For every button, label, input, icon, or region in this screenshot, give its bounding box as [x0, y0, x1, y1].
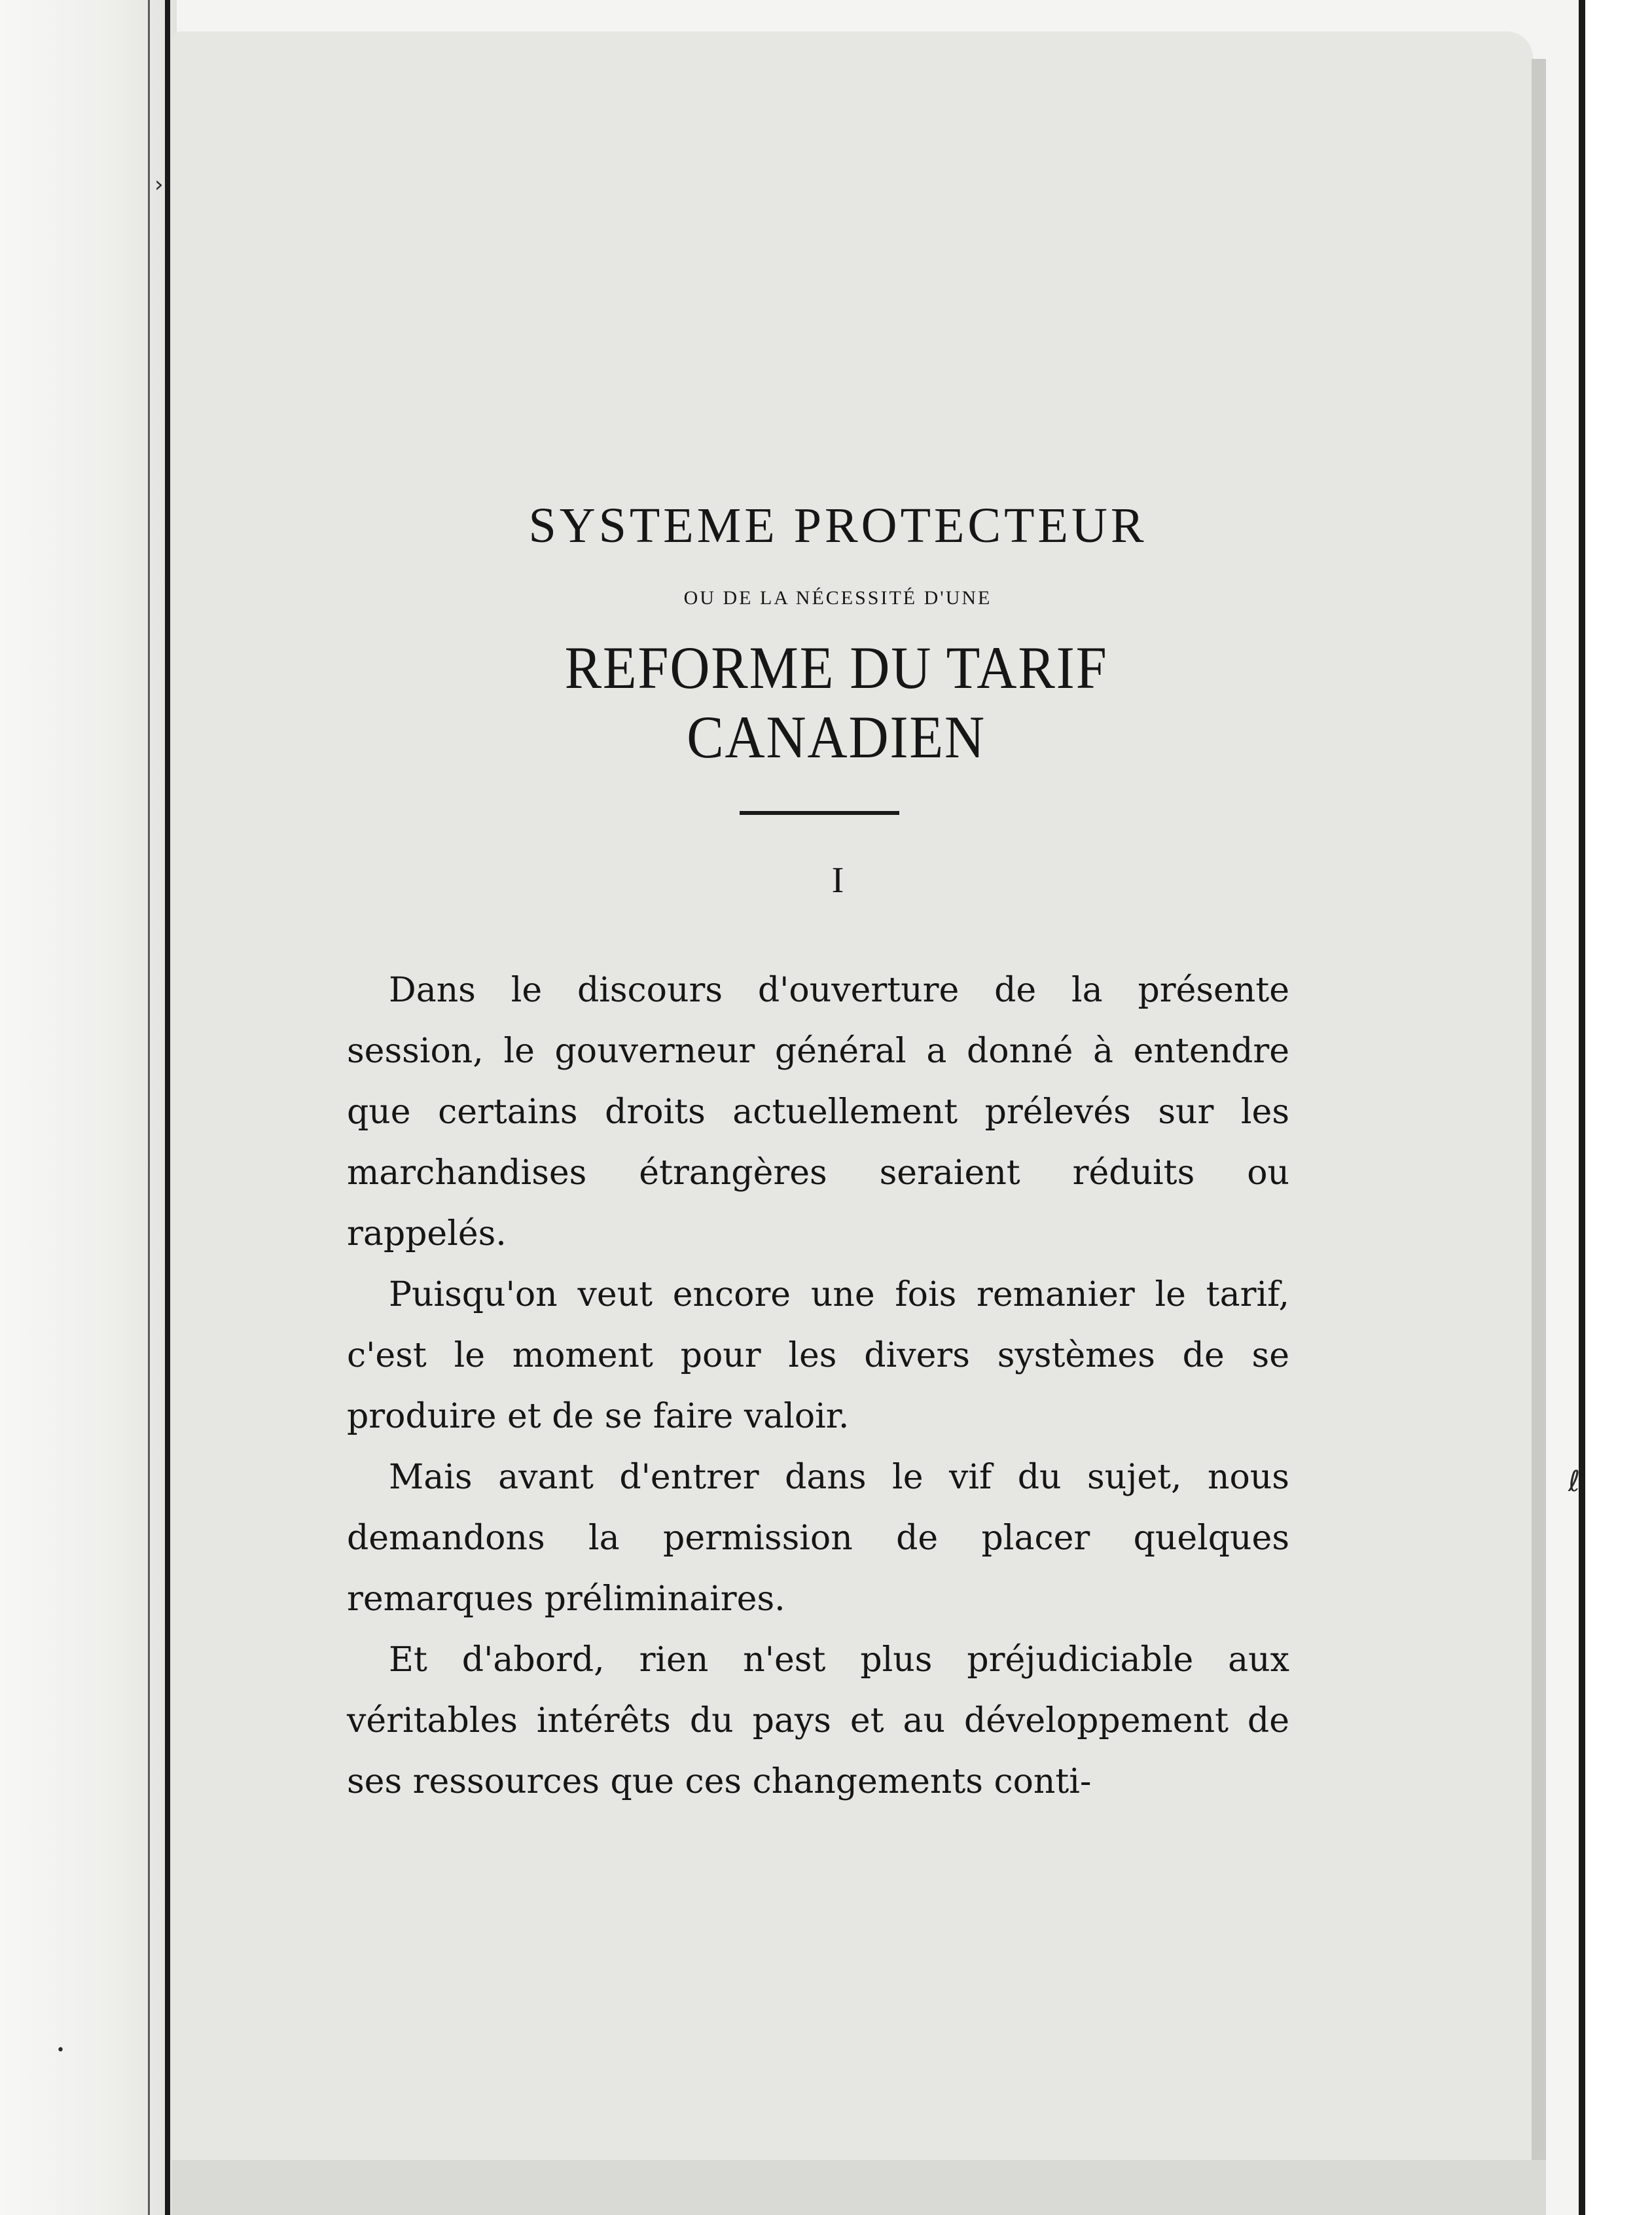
margin-dot-mark: • [56, 2042, 65, 2059]
section-number: I [831, 860, 844, 901]
binding-speck-mark: › [154, 171, 164, 198]
page-bottom-shadow [171, 2160, 1546, 2215]
title-connector: OU DE LA NÉCESSITÉ D'UNE [683, 587, 992, 609]
main-title: SYSTEME PROTECTEUR [528, 498, 1147, 553]
facing-page-edge [0, 0, 177, 2215]
scan-right-margin [1585, 0, 1652, 2215]
paragraph-4: Et d'abord, rien n'est plus préjudiciable aux véritables intérêts du pays et au développement de ses ressources que ces changements conti- [347, 1640, 1289, 1801]
scan-right-border [1579, 0, 1585, 2215]
margin-speck-mark: ℓ [1568, 1465, 1581, 1498]
title-rule [740, 811, 899, 815]
sub-title: REFORME DU TARIF CANADIEN [564, 634, 1108, 770]
document-body [347, 497, 1289, 1812]
binding-fold-line [165, 0, 170, 2215]
paragraph-1: Dans le discours d'ouverture de la présente session, le gouverneur général a donné à entendre que certains droits actuellement prélevés sur les marchandises étrangères seraient réduits ou rappelés. [347, 971, 1289, 1253]
binding-shadow-line [148, 0, 150, 2215]
page-edge-shadow [1532, 59, 1546, 2180]
paragraph-3: Mais avant d'entrer dans le vif du sujet, nous demandons la permission de placer quelques remarques préliminaires. [347, 1458, 1289, 1619]
paragraph-2: Puisqu'on veut encore une fois remanier le tarif, c'est le moment pour les divers systèmes de se produire et de se faire valoir. [347, 1275, 1289, 1436]
